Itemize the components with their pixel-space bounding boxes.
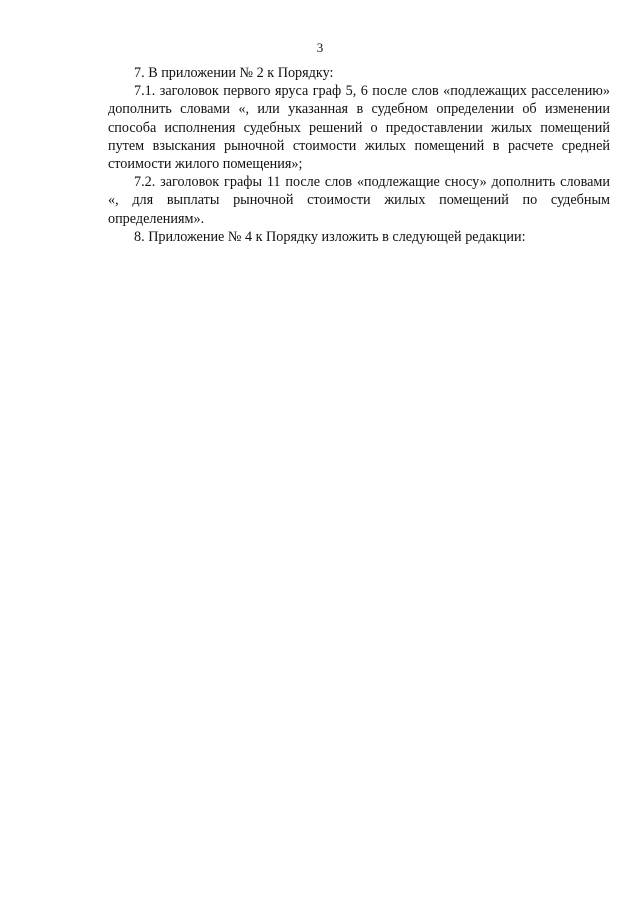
paragraph-item-8: 8. Приложение № 4 к Порядку изложить в следующей редакции: — [134, 228, 526, 245]
page-number: 3 — [316, 40, 324, 55]
paragraph-item-7: 7. В приложении № 2 к Порядку: — [134, 65, 334, 81]
document-body — [108, 64, 610, 246]
paragraph-subitem-7-1: 7.1. заголовок первого яруса граф 5, 6 после слов «подлежащих расселению» дополнить словами «, или указанная в судебном определении об изменении способа исполнения судебных решений о предоставлении жилых помещений путем взыскания рыночной стоимости жилых помещений в расчете средней стоимости жилого помещения»; — [108, 83, 610, 173]
paragraph-subitem-7-2: 7.2. заголовок графы 11 после слов «подлежащие сносу» дополнить словами «, для выплаты рыночной стоимости жилых помещений по судебным определениям». — [108, 174, 610, 227]
